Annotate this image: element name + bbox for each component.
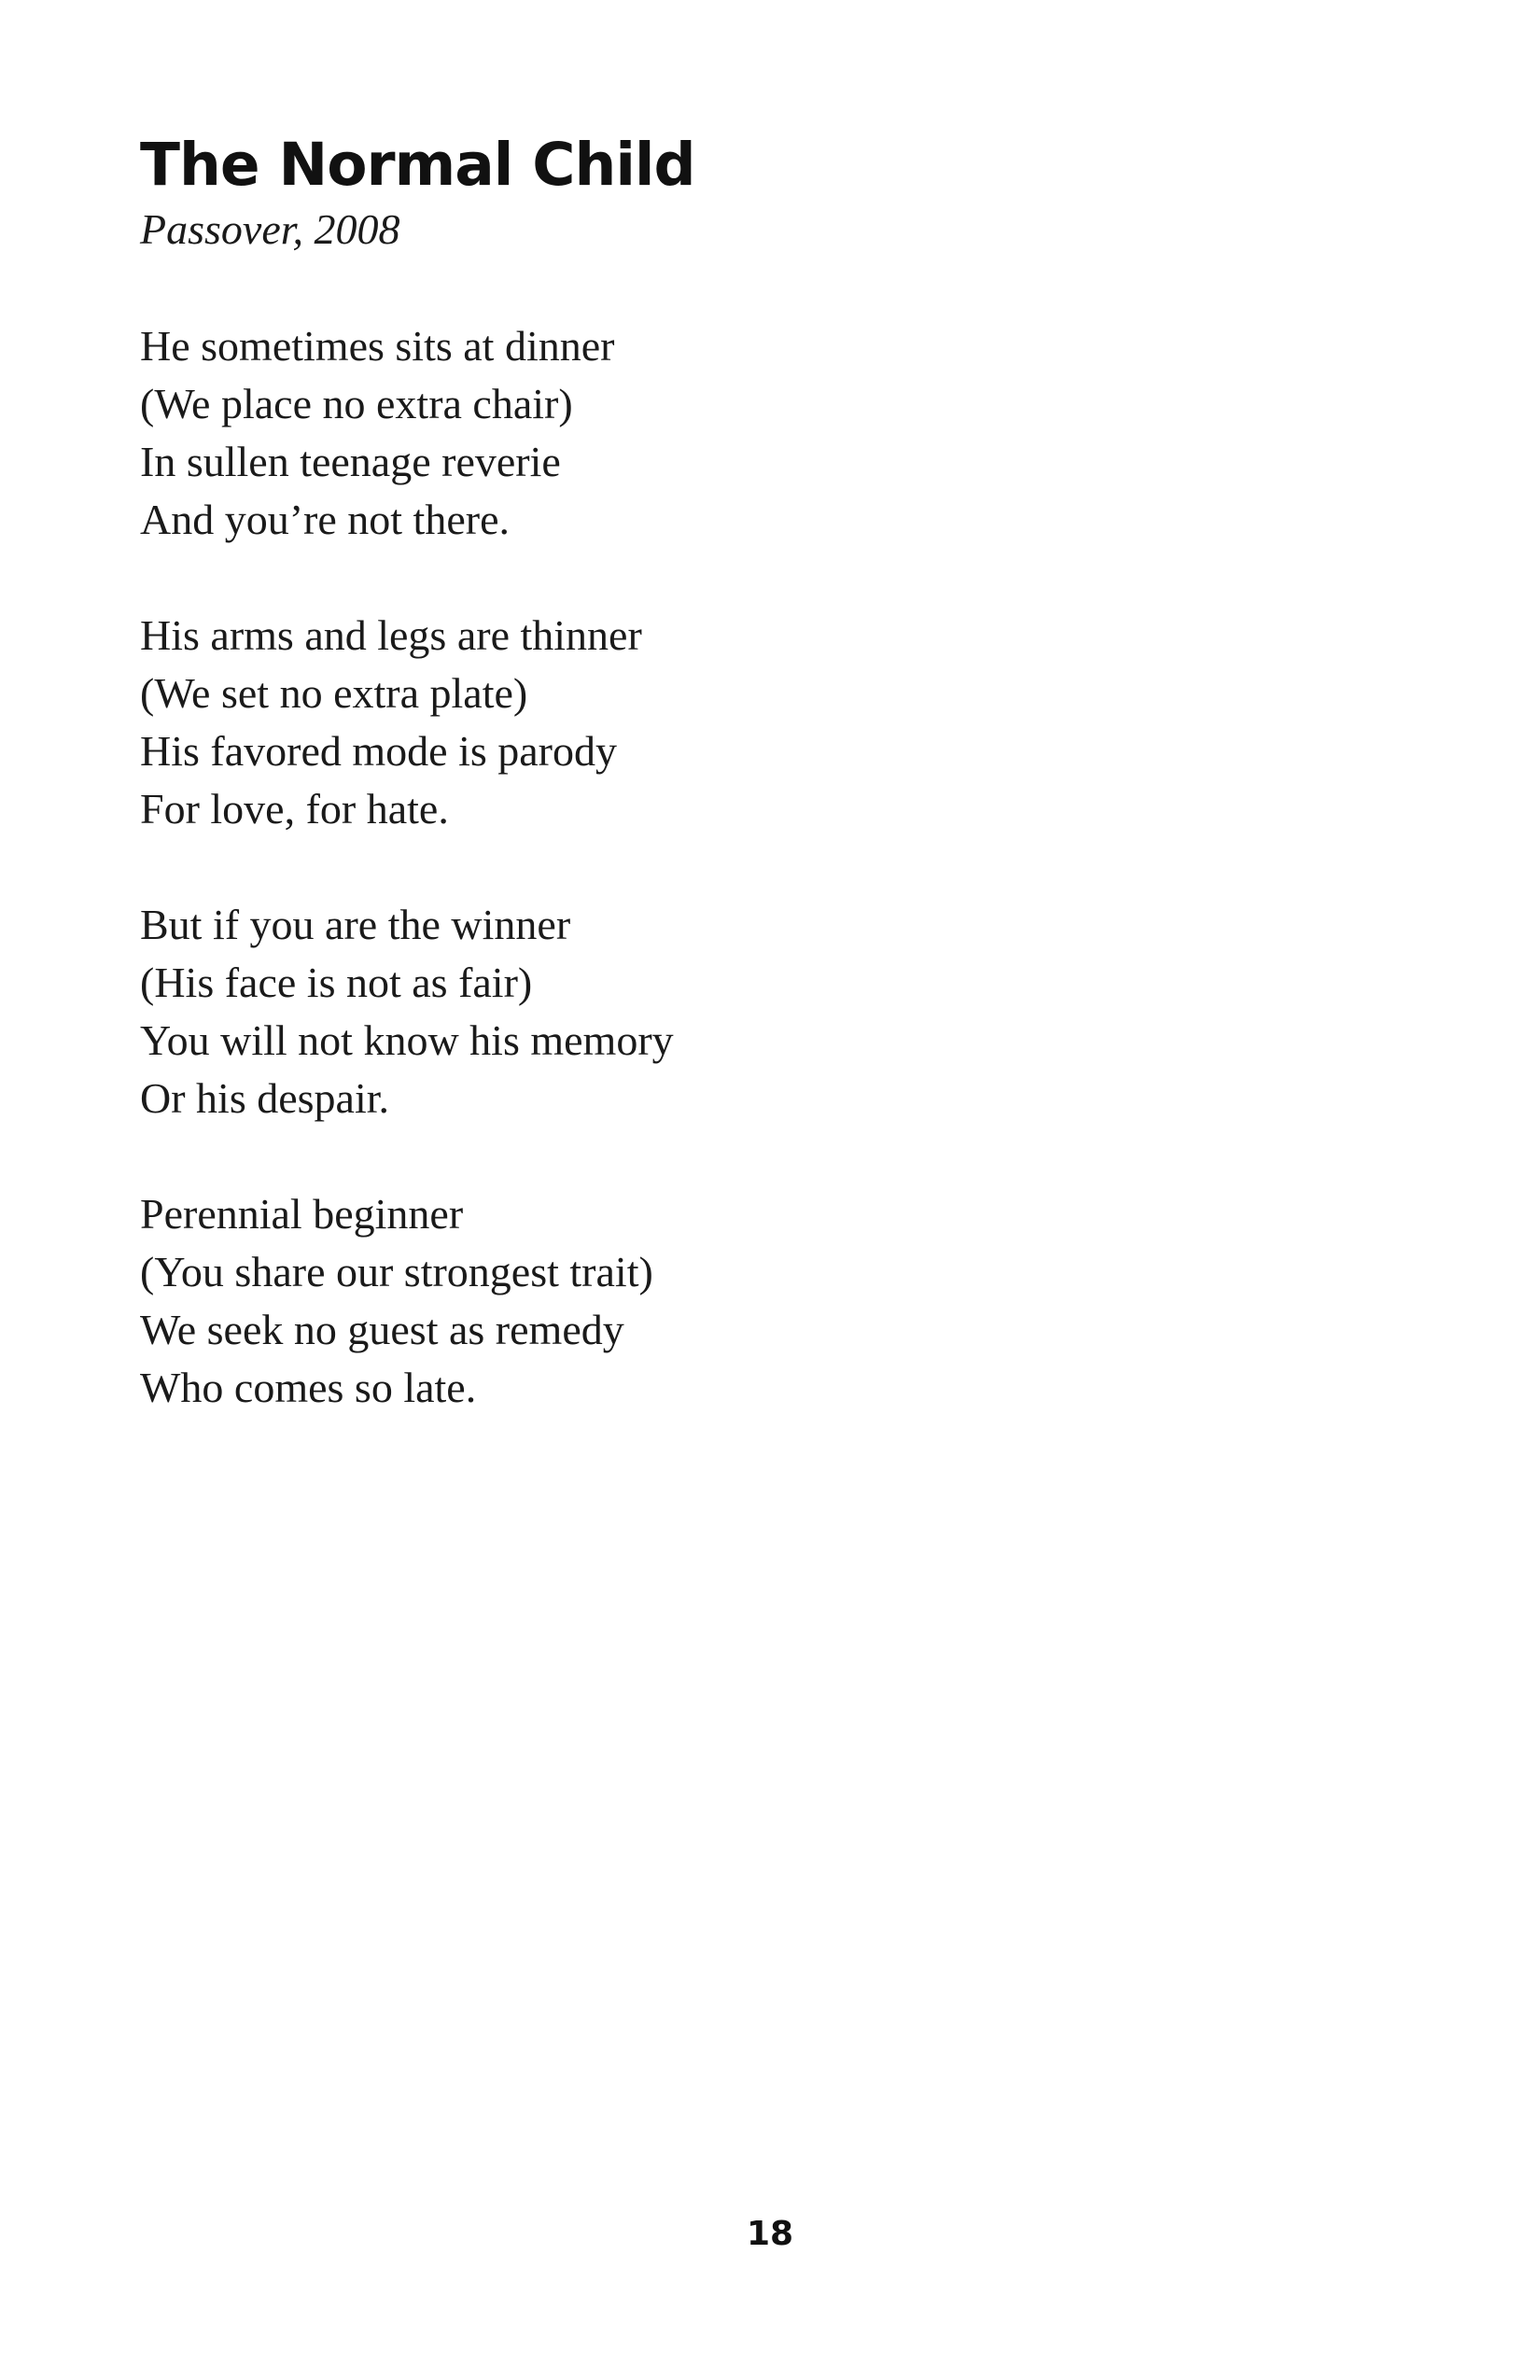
stanza-4 (140, 1185, 1260, 1417)
poem-line: His favored mode is parody (140, 727, 617, 775)
poem-body (140, 317, 1260, 1475)
page-number: 18 (746, 2215, 794, 2253)
poem-line: And you’re not there. (140, 496, 510, 543)
poem-title: The Normal Child (140, 131, 695, 199)
poem-line: In sullen teenage reverie (140, 438, 561, 485)
poem-line: But if you are the winner (140, 901, 571, 948)
poem-subtitle: Passover, 2008 (140, 205, 400, 253)
stanza-1 (140, 317, 1260, 549)
poem-line: (His face is not as fair) (140, 959, 533, 1006)
poem-line: You will not know his memory (140, 1016, 674, 1064)
stanza-3 (140, 896, 1260, 1127)
stanza-2 (140, 607, 1260, 838)
poem-line: (You share our strongest trait) (140, 1248, 653, 1295)
poem-line: We seek no guest as remedy (140, 1306, 624, 1353)
poem-line: (We set no extra plate) (140, 669, 528, 717)
poem-line: Or his despair. (140, 1074, 390, 1122)
poem-line: He sometimes sits at dinner (140, 322, 615, 370)
poem-line: (We place no extra chair) (140, 380, 573, 427)
poem-line: His arms and legs are thinner (140, 611, 642, 659)
poem-line: Who comes so late. (140, 1364, 477, 1411)
poem-line: For love, for hate. (140, 785, 449, 833)
poem-line: Perennial beginner (140, 1190, 464, 1238)
